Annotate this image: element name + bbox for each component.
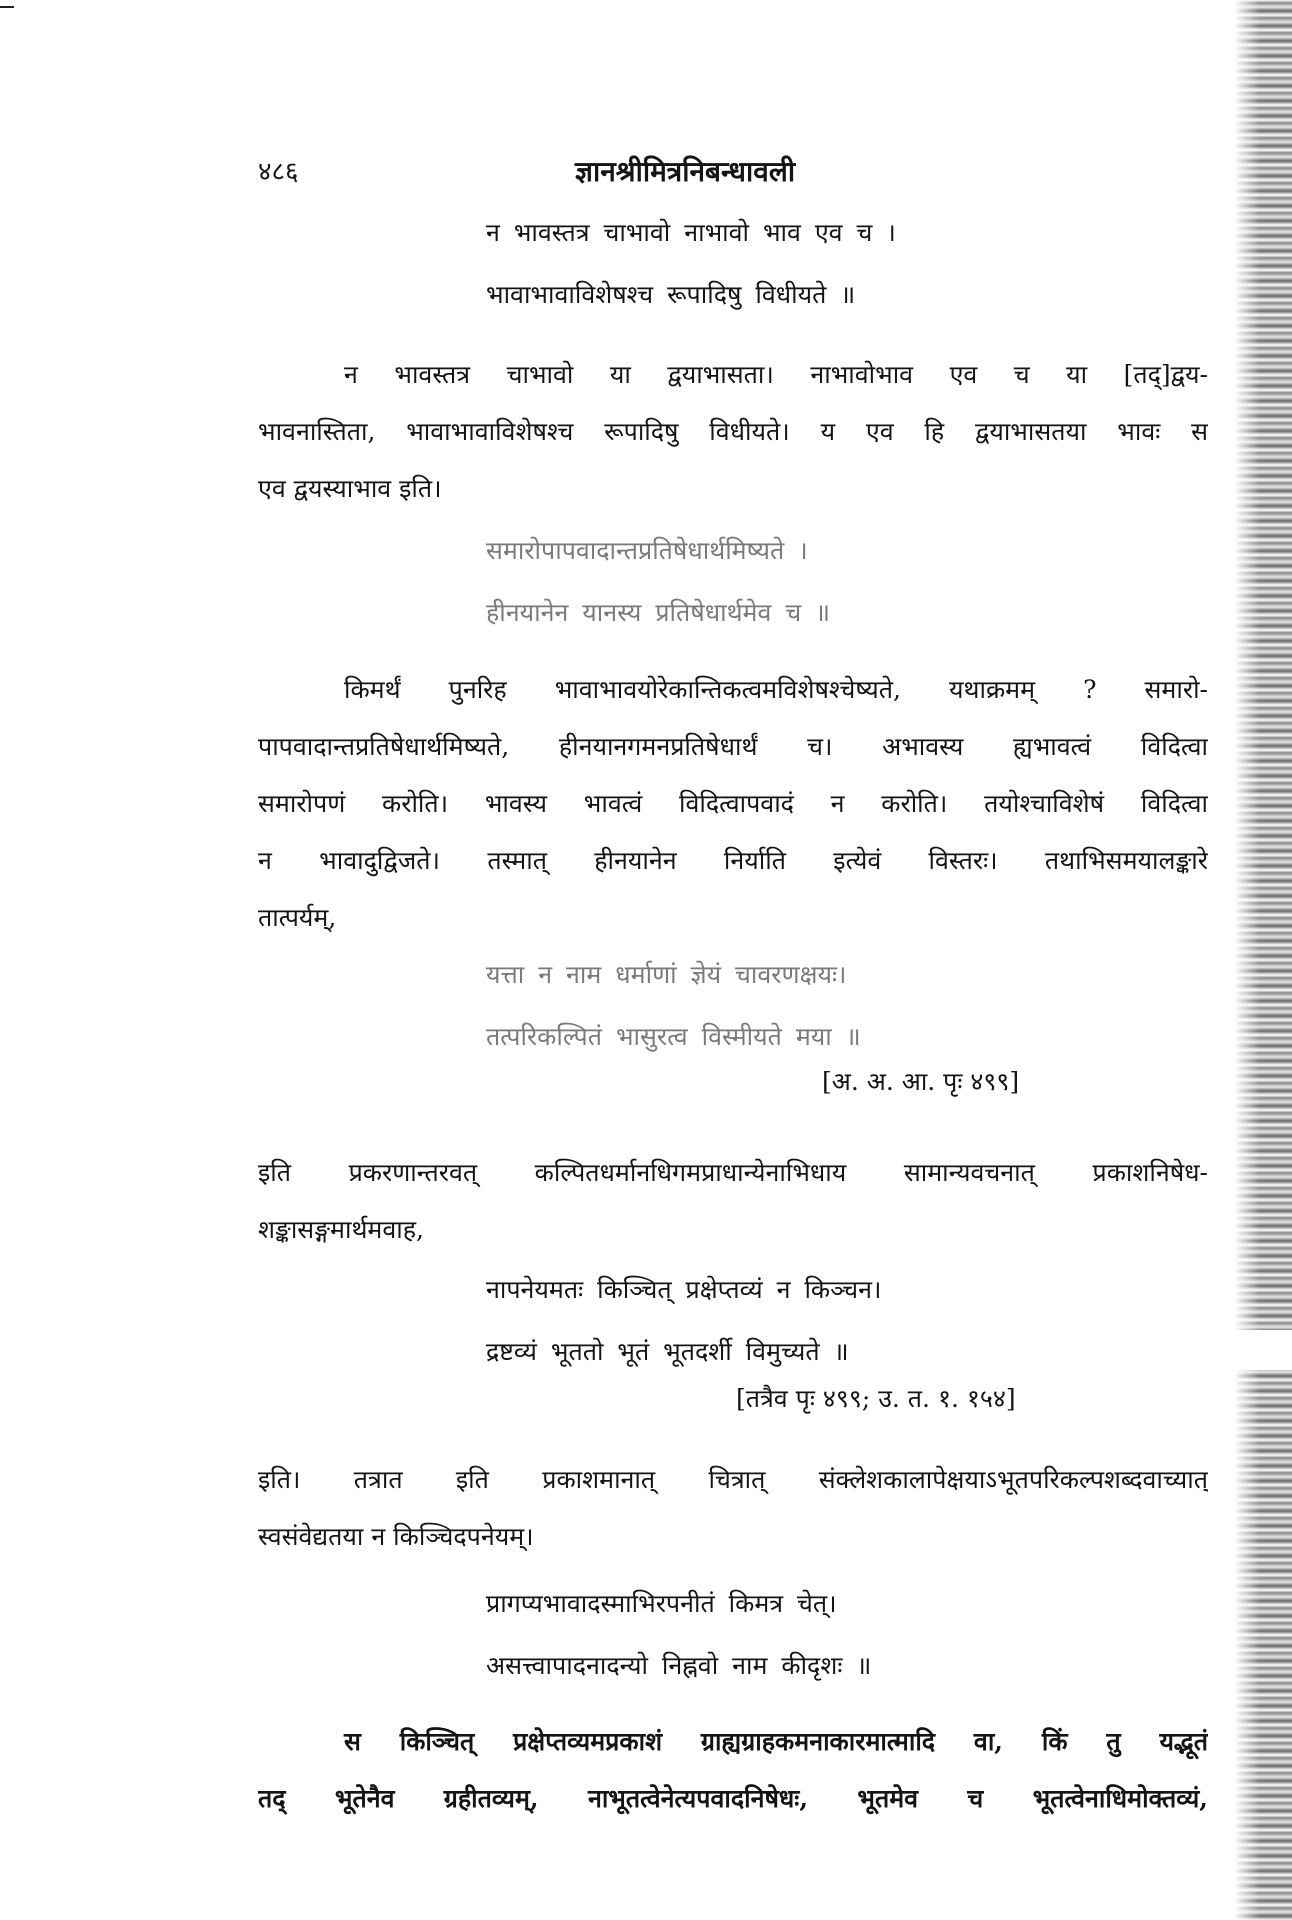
running-title: ज्ञानश्रीमित्रनिबन्धावली xyxy=(575,155,796,188)
paragraph-line: इति प्रकरणान्तरवत् कल्पितधर्मानधिगमप्राधान्येनाभिधाय सामान्यवचनात् प्रकाशनिषेध- xyxy=(258,1158,1208,1187)
verse-line: प्रागप्यभावादस्माभिरपनीतं किमत्र चेत्। xyxy=(486,1589,837,1618)
verse-reference: [तत्रैव पृः ४९९; उ. त. १. १५४] xyxy=(736,1384,1016,1413)
verse-line: हीनयानेन यानस्य प्रतिषेधार्थमेव च ॥ xyxy=(486,598,831,627)
paragraph-line: स्वसंवेद्यतया न किञ्चिदपनेयम्। xyxy=(258,1522,534,1551)
paragraph-line: स किञ्चित् प्रक्षेप्तव्यमप्रकाशं ग्राह्यग्राहकमनाकारमात्मादि वा, किं तु यद्भूतं xyxy=(344,1727,1208,1756)
paragraph-line: तद् भूतेनैव ग्रहीतव्यम्, नाभूतत्वेनेत्यपवादनिषेधः, भूतमेव च भूतत्वेनाधिमोक्तव्यं, xyxy=(258,1784,1208,1813)
paragraph-4 xyxy=(258,1462,1208,1576)
verse-line: तत्परिकल्पितं भासुरत्व विस्मीयते मया ॥ xyxy=(486,1022,861,1051)
verse-line: यत्ता न नाम धर्माणां ज्ञेयं चावरणक्षयः। xyxy=(486,960,847,989)
paragraph-line: किमर्थं पुनरिह भावाभावयोरेकान्तिकत्वमविशेषश्चेष्यते, यथाक्रमम् ? समारो- xyxy=(344,675,1208,704)
paragraph-line: शङ्कासङ्गमार्थमवाह, xyxy=(258,1215,424,1244)
paragraph-5 xyxy=(258,1724,1208,1838)
verse-5 xyxy=(486,1591,871,1715)
scan-corner-mark xyxy=(0,6,14,8)
verse-line: असत्त्वापादनादन्यो निह्नवो नाम कीदृशः ॥ xyxy=(486,1651,872,1680)
paragraph-line: भावनास्तिता, भावाभावाविशेषश्च रूपादिषु विधीयते। य एव हि द्वयाभासतया भावः स xyxy=(258,417,1208,446)
paragraph-line: इति। तत्रात इति प्रकाशमानात् चित्रात् संक्लेशकालापेक्षयाऽभूतपरिकल्पशब्दवाच्यात् xyxy=(258,1465,1208,1494)
paragraph-line: तात्पर्यम्, xyxy=(258,903,337,932)
verse-line: नापनेयमतः किञ्चित् प्रक्षेप्तव्यं न किञ्चन। xyxy=(486,1275,882,1304)
page-header xyxy=(0,152,1292,192)
scan-edge-gap xyxy=(1232,1330,1292,1370)
paragraph-1 xyxy=(258,357,1208,528)
paragraph-line: समारोपणं करोति। भावस्य भावत्वं विदित्वापवादं न करोति। तयोश्चाविशेषं विदित्वा xyxy=(258,789,1208,818)
verse-2 xyxy=(486,538,830,662)
verse-line: द्रष्टव्यं भूततो भूतं भूतदर्शी विमुच्यते ॥ xyxy=(486,1337,849,1366)
scan-edge-shadow xyxy=(1234,0,1292,1920)
verse-3 xyxy=(486,962,861,1086)
verse-line: न भावस्तत्र चाभावो नाभावो भाव एव च । xyxy=(486,218,896,247)
paragraph-line: एव द्वयस्याभाव इति। xyxy=(258,474,442,503)
paragraph-3 xyxy=(258,1155,1208,1269)
verse-1 xyxy=(486,220,896,344)
verse-reference: [अ. अ. आ. पृः ४९९] xyxy=(822,1067,1020,1096)
paragraph-line: न भावस्तत्र चाभावो या द्वयाभासता। नाभावोभाव एव च या [तद्]द्वय- xyxy=(344,360,1208,389)
page-number: ४८६ xyxy=(258,157,299,187)
verse-line: समारोपापवादान्तप्रतिषेधार्थमिष्यते । xyxy=(486,536,808,565)
paragraph-line: पापवादान्तप्रतिषेधार्थमिष्यते, हीनयानगमनप्रतिषेधार्थं च। अभावस्य ह्यभावत्वं विदित्वा xyxy=(258,732,1208,761)
paragraph-2 xyxy=(258,672,1208,957)
paragraph-line: न भावादुद्विजते। तस्मात् हीनयानेन निर्याति इत्येवं विस्तरः। तथाभिसमयालङ्कारे xyxy=(258,846,1208,875)
verse-line: भावाभावाविशेषश्च रूपादिषु विधीयते ॥ xyxy=(486,280,856,309)
